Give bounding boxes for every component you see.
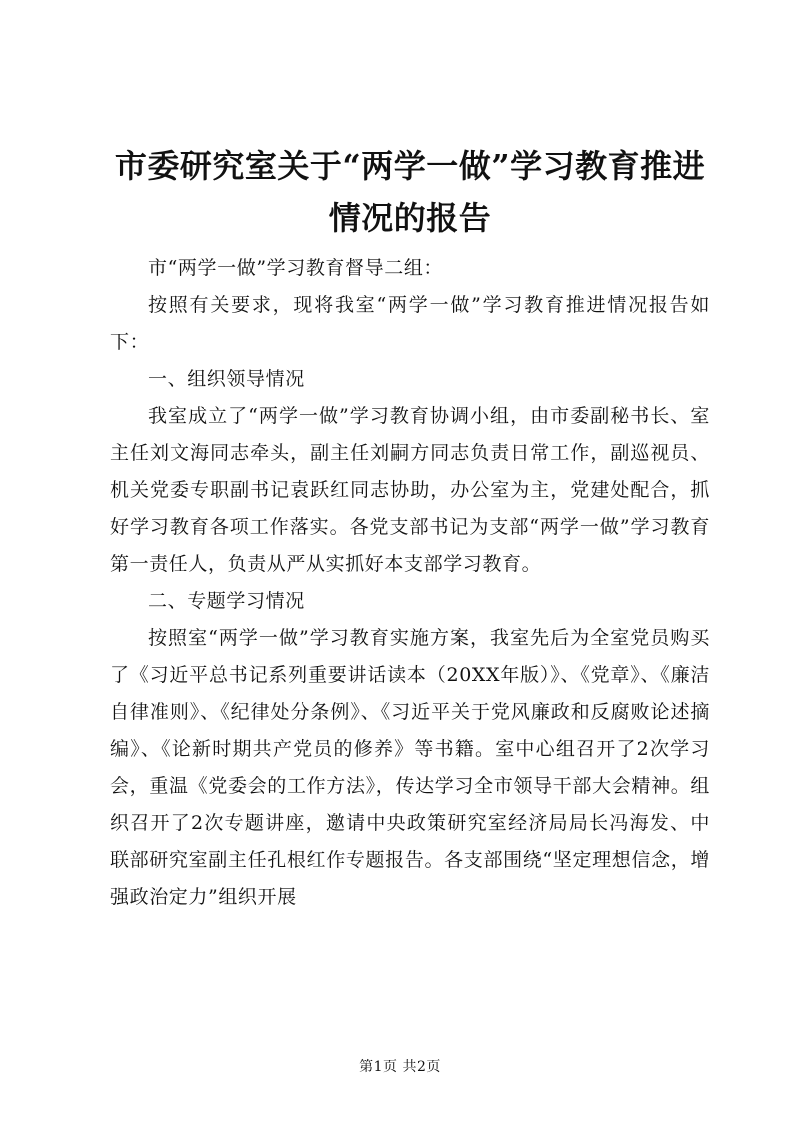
section-heading-study: 二、专题学习情况 (148, 590, 305, 612)
section-heading-organization: 一、组织领导情况 (148, 368, 305, 390)
organization-paragraph: 我室成立了“两学一做”学习教育协调小组，由市委副秘书长、室主任刘文海同志牵头，副主任刘嗣方同志负责日常工作，副巡视员、机关党委专职副书记袁跃红同志协助，办公室为主，党建处配合，抓好学习教育各项工作落实。各党支部书记为支部“两学一做”学习教育第一责任人，负责从严从实抓好本支部学习教育。 (110, 405, 710, 575)
document-body (110, 250, 710, 916)
intro-paragraph: 按照有关要求，现将我室“两学一做”学习教育推进情况报告如下： (110, 294, 710, 353)
study-paragraph: 按照室“两学一做”学习教育实施方案，我室先后为全室党员购买了《习近平总书记系列重要讲话读本（20XX年版）》、《党章》、《廉洁自律准则》、《纪律处分条例》、《习近平关于党风廉政和反腐败论述摘编》、《论新时期共产党员的修养》等书籍。室中心组召开了2次学习会，重温《党委会的工作方法》，传达学习全市领导干部大会精神。组织召开了2次专题讲座，邀请中央政策研究室经济局局长冯海发、中联部研究室副主任孔根红作专题报告。各支部围绕“坚定理想信念，增强政治定力”组织开展 (110, 627, 710, 908)
salutation: 市“两学一做”学习教育督导二组： (148, 257, 444, 279)
page-number-footer: 第1页 共2页 (359, 1059, 441, 1075)
document-title: 市委研究室关于“两学一做”学习教育推进情况的报告 (114, 147, 706, 237)
document-page (110, 140, 710, 916)
